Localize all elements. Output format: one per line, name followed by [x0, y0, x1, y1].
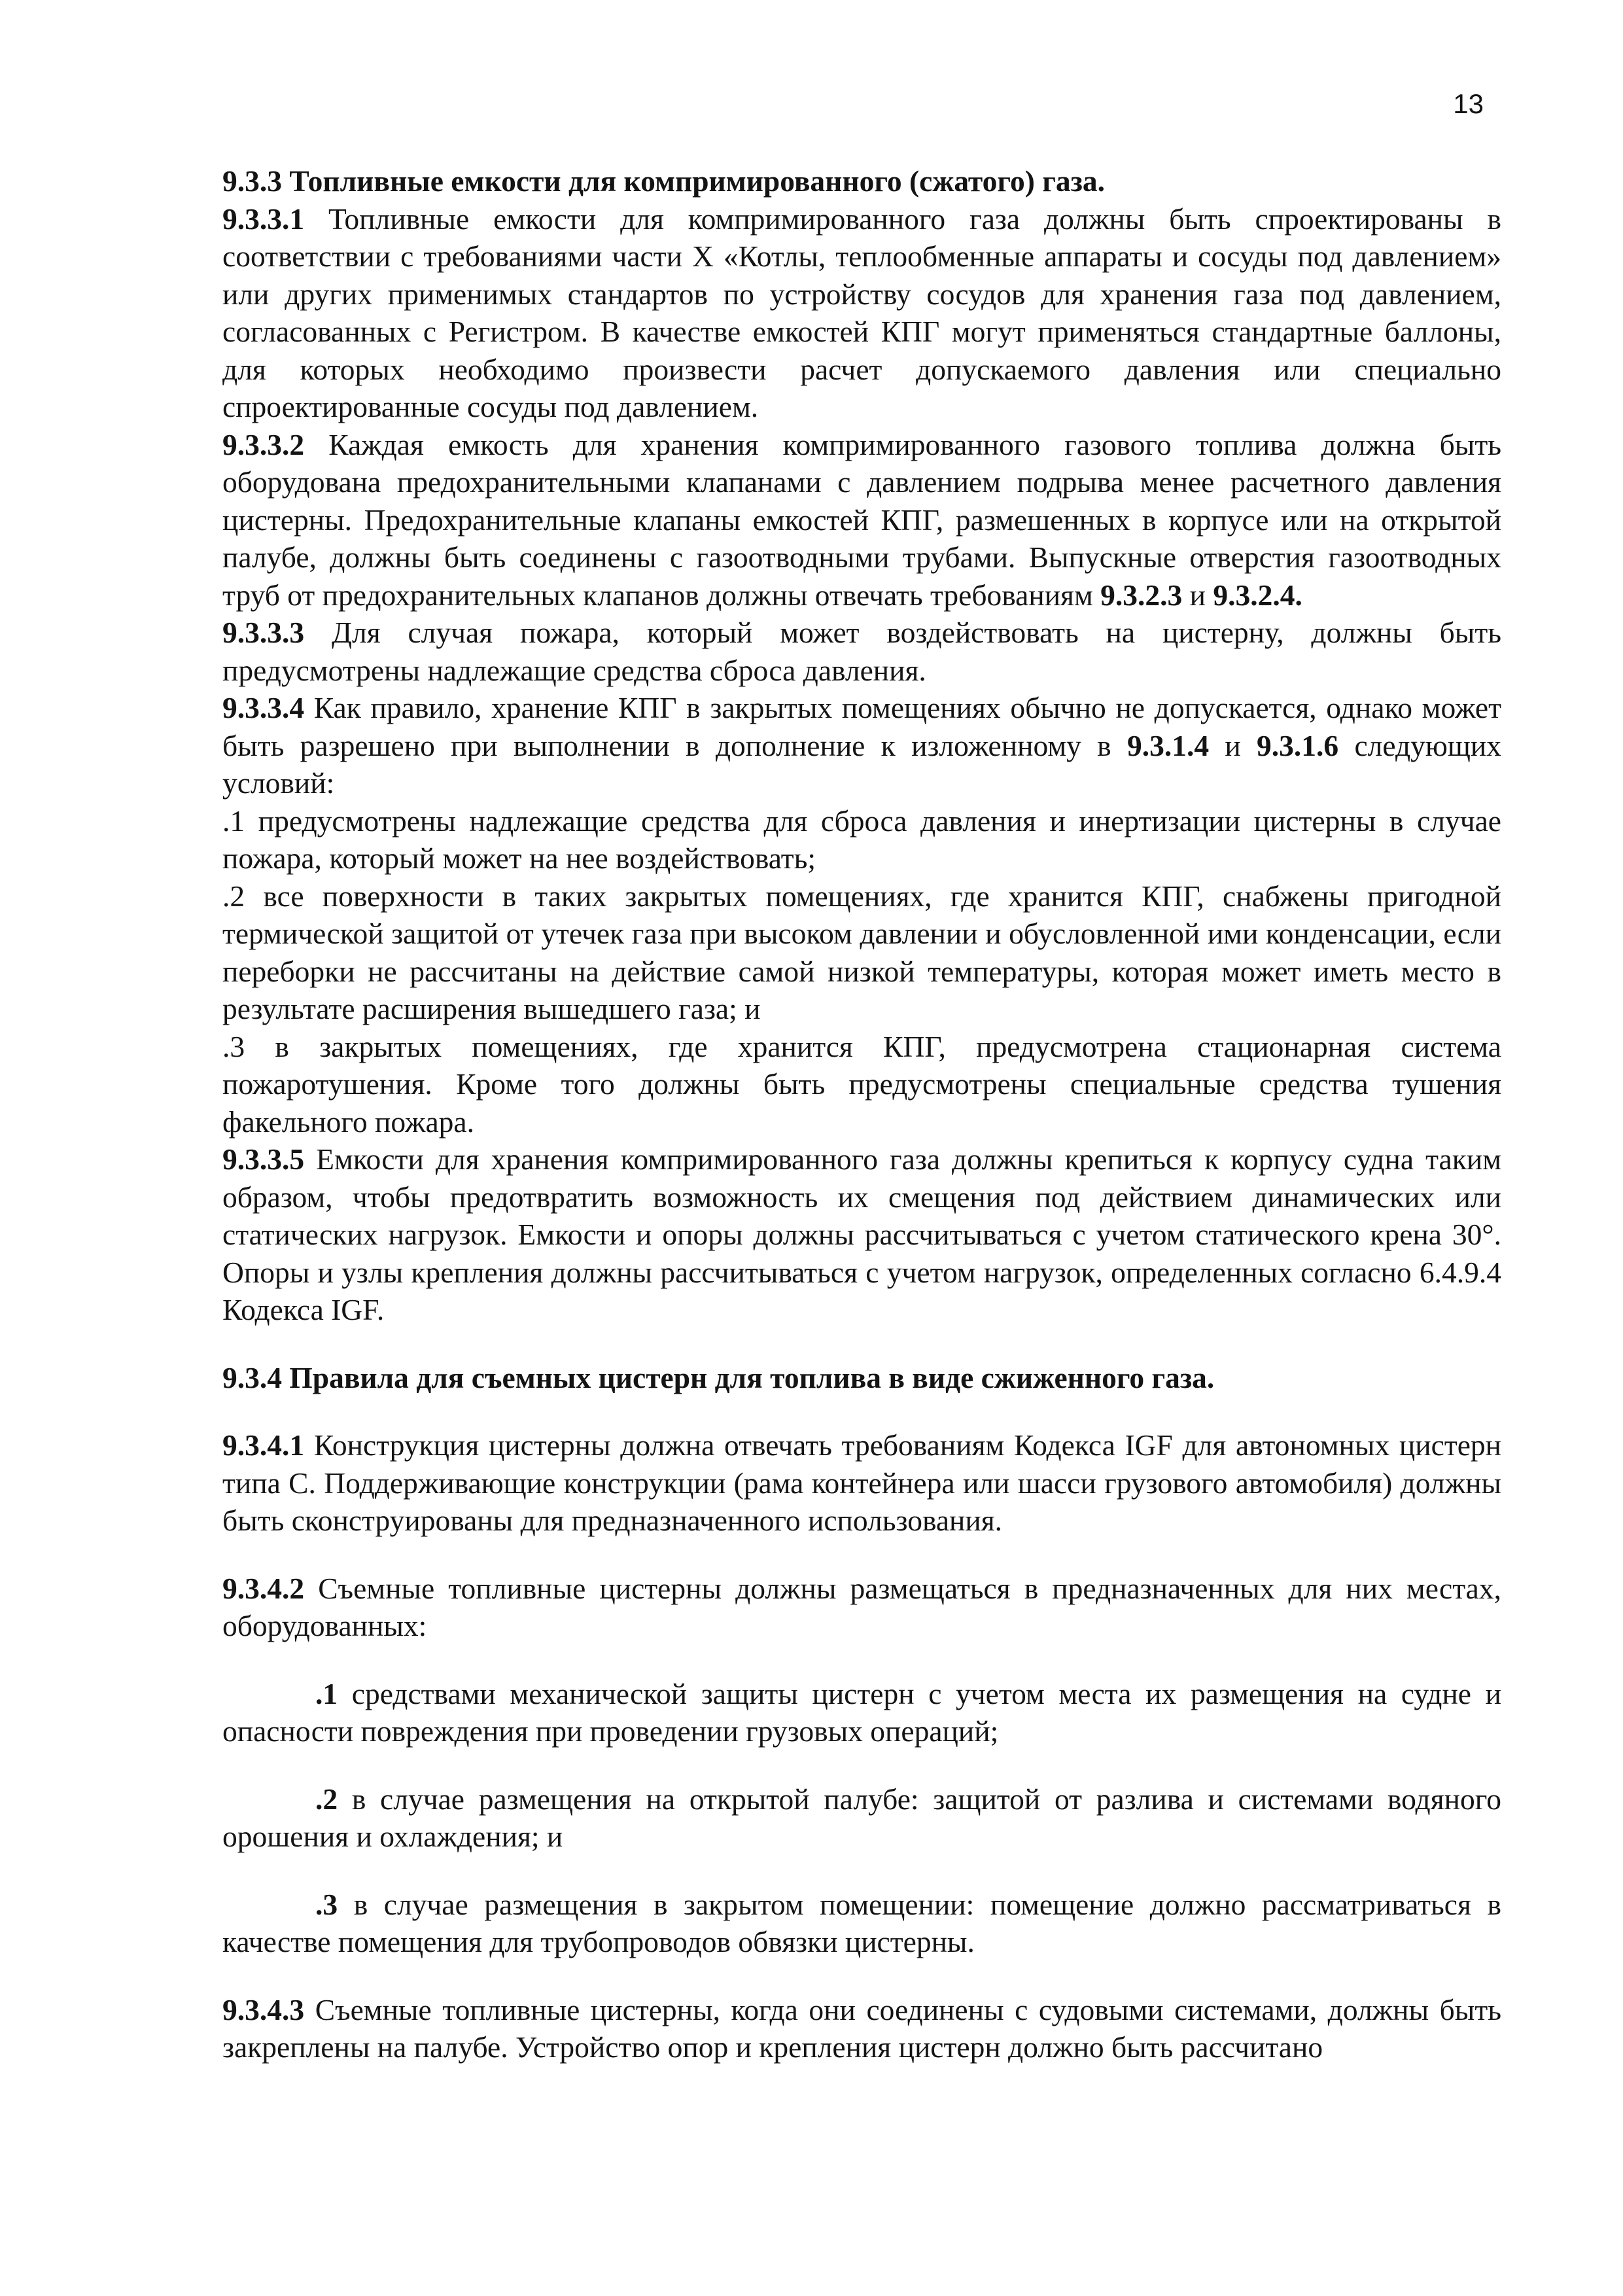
item-number: .2	[222, 879, 245, 913]
item-text: предусмотрены надлежащие средства для сброса давления и инертизации цистерны в случае пожара, который может на нее воздействовать;	[222, 804, 1501, 875]
section-9-3-3-heading: 9.3.3 Топливные емкости для компримированного (сжатого) газа.	[222, 164, 1106, 198]
item-number: .1	[222, 804, 245, 838]
clause-number: 9.3.4.2	[222, 1571, 305, 1605]
item-text: все поверхности в таких закрытых помещениях, где хранится КПГ, снабжены пригодной термической защитой от утечек газа при высоком давлении и обусловленной ими конденсации, если переборки не рассчитаны на действие самой низкой температуры, которая может иметь место в результате расширения вышедшего газа; и	[222, 879, 1501, 1025]
list-item-9-3-3-4-1	[222, 802, 1501, 877]
cross-reference: 9.3.1.4	[1126, 728, 1210, 762]
clause-text: Съемные топливные цистерны, когда они соединены с судовыми системами, должны быть закреплены на палубе. Устройство опор и крепления цистерн должно быть рассчитано	[222, 1992, 1501, 2064]
clause-text: Для случая пожара, который может воздействовать на цистерну, должны быть предусмотрены надлежащие средства сброса давления.	[222, 616, 1501, 687]
clause-text: Конструкция цистерны должна отвечать требованиям Кодекса IGF для автономных цистерн типа С. Поддерживающие конструкции (рама контейнера или шасси грузового автомобиля) должны быть сконструированы для предназначенного использования.	[222, 1428, 1501, 1537]
list-item-9-3-4-2-2	[222, 1780, 1501, 1856]
list-item-9-3-4-2-1	[222, 1675, 1501, 1750]
item-text: в случае размещения в закрытом помещении: помещение должно рассматриваться в качестве помещения для трубопроводов обвязки цистерны.	[222, 1887, 1501, 1958]
cross-reference: 9.3.2.3	[1100, 578, 1183, 612]
clause-number: 9.3.3.2	[222, 427, 305, 461]
list-item-9-3-3-4-2	[222, 877, 1501, 1028]
cross-reference: 9.3.1.6	[1257, 728, 1339, 762]
item-text: в случае размещения на открытой палубе: защитой от разлива и системами водяного орошения и охлаждения; и	[222, 1782, 1501, 1853]
clause-text: Съемные топливные цистерны должны размещаться в предназначенных для них местах, оборудованных:	[222, 1571, 1501, 1642]
paragraph-9-3-4-3	[222, 1991, 1501, 2066]
paragraph-9-3-4-1	[222, 1426, 1501, 1540]
clause-number: 9.3.3.5	[222, 1142, 305, 1176]
clause-text: Топливные емкости для компримированного газа должны быть спроектированы в соответствии с требованиями части X «Котлы, теплообменные аппараты и сосуды под давлением» или других применимых стандартов по устройству сосудов для хранения газа под давлением, согласованных с Регистром. В качестве емкостей КПГ могут применяться стандартные баллоны, для которых необходимо произвести расчет допускаемого давления или специально спроектированные сосуды под давлением.	[222, 202, 1501, 423]
paragraph-9-3-4-2	[222, 1570, 1501, 1645]
item-text: в закрытых помещениях, где хранится КПГ, предусмотрена стационарная система пожаротушения. Кроме того должны быть предусмотрены специальные средства тушения факельного пожара.	[222, 1029, 1501, 1139]
item-number: .3	[315, 1887, 338, 1921]
clause-text: Каждая емкость для хранения компримированного газового топлива должна быть оборудована предохранительными клапанами с давлением подрыва менее расчетного давления цистерны. Предохранительные клапаны емкостей КПГ, размешенных в корпусе или на открытой палубе, должны быть соединены с газоотводными трубами. Выпускные отверстия газоотводных труб от предохранительных клапанов должны отвечать требованиям	[222, 427, 1501, 612]
paragraph-9-3-3-4: 9.3.3.4 Как правило, хранение КПГ в закрытых помещениях обычно не допускается, однако может быть разрешено при выполнении в дополнение к изложенному в 9.3.1.4 и 9.3.1.6 следующих условий:	[222, 691, 1501, 800]
clause-number: 9.3.3.1	[222, 202, 305, 236]
page-number: 13	[1453, 88, 1484, 119]
paragraph-9-3-3-1	[222, 200, 1501, 426]
item-number: .3	[222, 1029, 245, 1063]
clause-number: 9.3.4.1	[222, 1428, 305, 1462]
clause-text: Как правило, хранение КПГ в закрытых помещениях обычно не допускается, однако может быть разрешено при выполнении в дополнение к изложенному в	[222, 691, 1501, 762]
clause-number: 9.3.3.3	[222, 616, 305, 649]
item-number: .2	[315, 1782, 338, 1816]
item-number: .1	[315, 1676, 338, 1710]
list-item-9-3-3-4-3	[222, 1028, 1501, 1141]
list-item-9-3-4-2-3	[222, 1886, 1501, 1961]
paragraph-9-3-3-2: 9.3.3.2 Каждая емкость для хранения компримированного газового топлива должна быть оборудована предохранительными клапанами с давлением подрыва менее расчетного давления цистерны. Предохранительные клапаны емкостей КПГ, размешенных в корпусе или на открытой палубе, должны быть соединены с газоотводными трубами. Выпускные отверстия газоотводных труб от предохранительных клапанов должны отвечать требованиям 9.3.2.3 и 9.3.2.4.	[222, 427, 1501, 612]
section-9-3-4-heading: 9.3.4 Правила для съемных цистерн для топлива в виде сжиженного газа.	[222, 1360, 1215, 1394]
clause-text: Емкости для хранения компримированного газа должны крепиться к корпусу судна таким образом, чтобы предотвратить возможность их смещения под действием динамических или статических нагрузок. Емкости и опоры должны рассчитываться с учетом статического крена 30°. Опоры и узлы крепления должны рассчитываться с учетом нагрузок, определенных согласно 6.4.9.4 Кодекса IGF.	[222, 1142, 1501, 1326]
item-text: средствами механической защиты цистерн с учетом места их размещения на судне и опасности повреждения при проведении грузовых операций;	[222, 1676, 1501, 1748]
clause-number: 9.3.3.4	[222, 691, 305, 724]
document-body	[222, 162, 1501, 2066]
clause-number: 9.3.4.3	[222, 1992, 305, 2026]
paragraph-9-3-3-5	[222, 1140, 1501, 1329]
cross-reference: 9.3.2.4.	[1213, 578, 1302, 612]
paragraph-9-3-3-3	[222, 614, 1501, 689]
